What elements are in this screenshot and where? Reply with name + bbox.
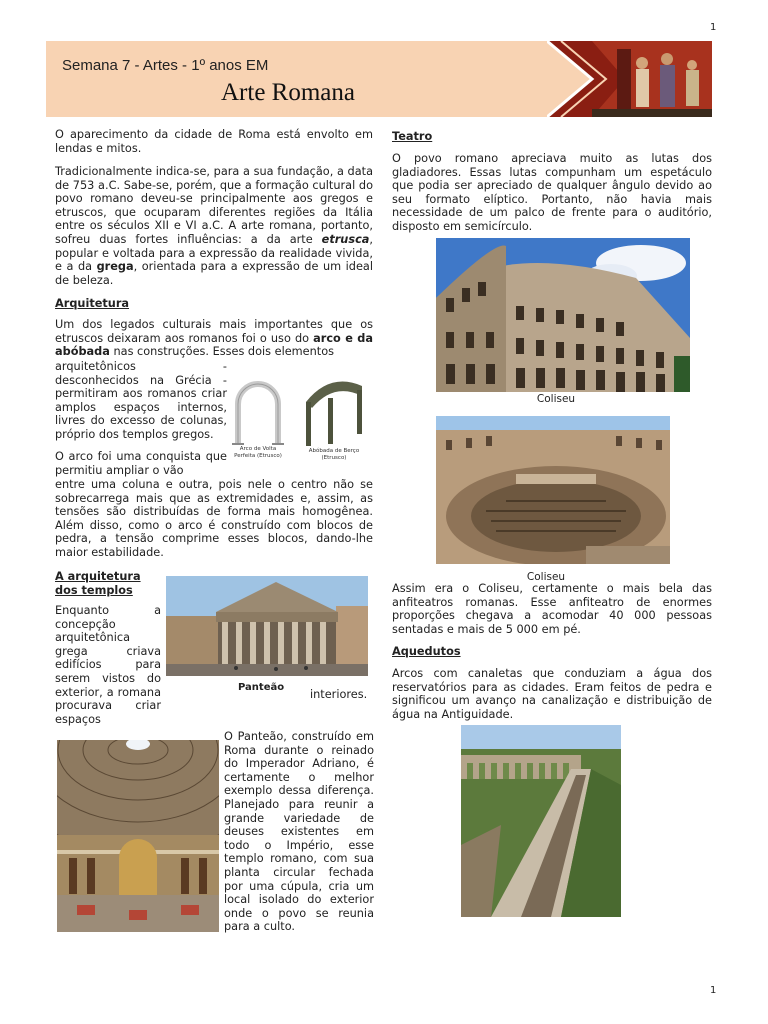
arco-paragraph-2: entre uma coluna e outra, pois nele o centro não se sobrecarrega mais que as extremidades e, assim, as tensões são distribuídas de forma mais homogênea. Além disso, como o arco é construído com blocos de pedra, a tensão comprime esses blocos, dando-lhe maior estabilidade.: [55, 478, 373, 559]
coliseu-paragraph: Assim era o Coliseu, certamente o mais bela das anfiteatros romanas. Esse anfiteatro de enormes proporções chegava a acomodar 40 000 pessoas sentadas e mais de 5 000 em pé.: [392, 582, 712, 636]
header-banner: [46, 41, 712, 117]
coliseu-caption-2: Coliseu: [526, 571, 566, 583]
page-number-bottom: 1: [710, 985, 717, 996]
page-number-top: 1: [710, 22, 717, 33]
intro-paragraph-1: O aparecimento da cidade de Roma está envolto em lendas e mitos.: [55, 128, 373, 155]
templos-end-word: interiores.: [310, 688, 368, 701]
panteao-paragraph: O Panteão, construído em Roma durante o reinado do Imperador Adriano, é certamente o melhor exemplo dessa diferença. Planejado para reunir a grande variedade de deuses existentes em todo o Império, esse templo romano, com sua planta circular fechada por uma cúpula, cria um local isolado do exterior onde o povo se reunia para a culto.: [224, 730, 374, 934]
intro-paragraph-2: Tradicionalmente indica-se, para a sua fundação, a data de 753 a.C. Sabe-se, porém, que a formação cultural do povo romano deveu-se principalmente aos gregos e etruscos, que ocuparam diferentes regiões da Itália entre os séculos XII e VI a.C. A arte romana, portanto, sofreu duas fortes influências: a da arte etrusca, popular e voltada para a expressão da realidade vivida, e a da grega, orientada para a expressão de um ideal de beleza.: [55, 165, 373, 287]
coliseu-caption-1: Coliseu: [536, 393, 576, 405]
colosseum-interior-photo: [436, 416, 670, 564]
banner-subtitle: Semana 7 - Artes - 1º anos EM: [62, 57, 269, 74]
arch-caption: Arco de Volta Perfeita (Etrusco): [234, 446, 282, 459]
heading-arquitetura: Arquitetura: [55, 297, 130, 310]
arco-paragraph-1: O arco foi uma conquista que permitiu ampliar o vão: [55, 450, 227, 477]
colosseum-exterior-photo: [436, 238, 690, 392]
pantheon-interior-photo: [57, 740, 219, 932]
arch-figure: [230, 376, 290, 460]
aqueduct-photo: [461, 725, 621, 917]
aquedutos-paragraph: Arcos com canaletas que conduziam a água dos reservatórios para as cidades. Eram feitos de pedra e significou um avanço na canalização e distribuição de água na Antiguidade.: [392, 667, 712, 721]
templos-paragraph: Enquanto a concepção arquitetônica grega criava edifícios para serem vistos do exterior, a romana procurava criar espaços: [55, 604, 161, 726]
vault-caption: Abóbada de Berço (Etrusco): [308, 448, 360, 461]
fresco-image: [547, 41, 712, 117]
teatro-paragraph: O povo romano apreciava muito as lutas dos gladiadores. Essas lutas compunham um espetáculo que podia ser apreciado de qualquer ângulo devido ao seu formato elíptico. Portanto, não havia mais necessidade de um palco de frente para o auditório, disposto em semicírculo.: [392, 152, 712, 233]
arch-illustration: [230, 376, 286, 446]
page-title: Arte Romana: [221, 79, 355, 106]
vault-illustration: [300, 372, 368, 448]
arquitetura-paragraph-1: Um dos legados culturais mais importantes que os etruscos deixaram aos romanos foi o uso do arco e da abóbada nas construções. Esses dois elementos: [55, 318, 374, 359]
pantheon-caption: Panteão: [238, 682, 285, 693]
heading-teatro: Teatro: [392, 130, 433, 143]
heading-aquedutos: Aquedutos: [392, 645, 461, 658]
vault-figure: [300, 372, 370, 462]
arquitetura-paragraph-2: arquitetônicos - desconhecidos na Grécia - permitiram aos romanos criar amplos espaços internos, livres do excesso de colunas, próprio dos templos gregos.: [55, 360, 227, 441]
pantheon-exterior-photo: [166, 576, 368, 676]
heading-templos: A arquitetura dos templos: [55, 570, 141, 597]
